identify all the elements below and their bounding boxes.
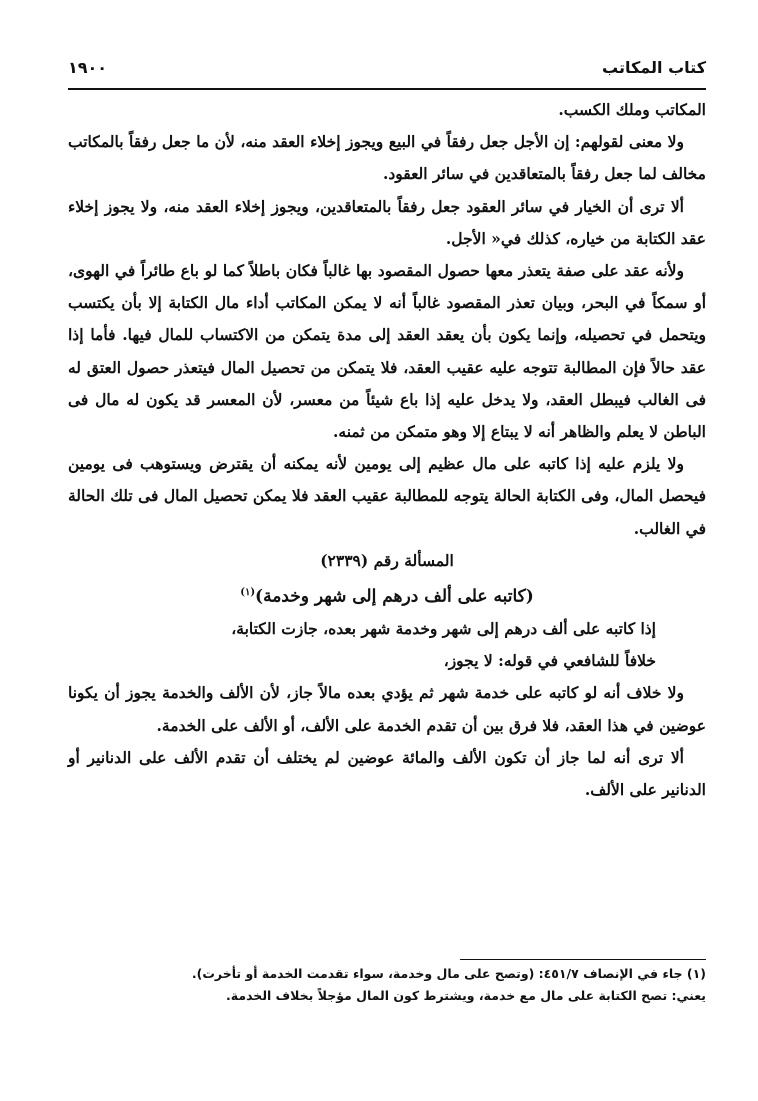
paragraph: ولا خلاف أنه لو كاتبه على خدمة شهر ثم يؤدي بعده مالاً جاز، لأن الألف والخدمة يجوز أن يكونا عوضين في هذا العقد، فلا فرق بين أن تقدم الخدمة على الألف، أو الألف على الخدمة. [68,683,706,735]
footnotes [68,963,706,1007]
footnote-rule [460,959,706,960]
paragraph: ألا ترى أنه لما جاز أن تكون الألف والمائة عوضين لم يختلف أن تقدم الألف على الدنانير أو الدنانير على الألف. [68,747,706,799]
running-header [68,58,706,88]
footnote: (١) جاء في الإنصاف ٤٥١/٧: (وتصح على مال وخدمة، سواء تقدمت الخدمة أو تأخرت). [191,966,706,981]
issue-subtitle [68,577,706,613]
paragraph: ولا معنى لقولهم: إن الأجل جعل رفقاً في البيع ويجوز إخلاء العقد منه، لأن ما جعل رفقاً بالمكاتب مخالف لما جعل رفقاً بالمتعاقدين في سائر العقود. [68,132,706,184]
paragraph: خلافاً للشافعي في قوله: لا يجوز، [443,651,656,671]
main-text [68,94,706,806]
header-rule [68,88,706,90]
paragraph: المكاتب وملك الكسب. [558,100,706,119]
issue-subtitle-text: (كاتبه على ألف درهم إلى شهر وخدمة) [255,586,534,607]
footnote-marker: (١) [240,587,256,599]
issue-title: المسألة رقم (٢٣٣٩) [320,550,454,570]
footnote: يعني: تصح الكتابة على مال مع خدمة، ويشترط كون المال مؤجلاً بخلاف الخدمة. [226,988,706,1003]
page-number: ١٩٠٠ [68,58,108,77]
paragraph: إذا كاتبه على ألف درهم إلى شهر وخدمة شهر بعده، جازت الكتابة، [231,618,656,638]
paragraph: ألا ترى أن الخيار في سائر العقود جعل رفقاً بالمتعاقدين، ويجوز إخلاء العقد منه، ولا يجوز إخلاء عقد الكتابة من خياره، كذلك في« الأجل. [68,196,706,248]
paragraph: ولا يلزم عليه إذا كاتبه على مال عظيم إلى يومين لأنه يمكنه أن يقترض ويستوهب فى يومين فيحصل المال، وفى الكتابة الحالة يتوجه للمطالبة عقيب العقد فلا يمكن تحصيل المال فى تلك الحالة في الغالب. [68,454,706,538]
paragraph: ولأنه عقد على صفة يتعذر معها حصول المقصود بها غالباً فكان باطلاً كما لو باع طائراً في الهوى، أو سمكاً في البحر، وبيان تعذر المقصود غالباً أنه لا يمكن المكاتب أداء مال الكتابة إلا بأن يكتسب ويتحمل في تحصيله، وإنما يكون بأن يعقد العقد إلى مدة يتمكن من الاكتساب للمال فيها. فأما إذا عقد حالاً فإن المطالبة تتوجه عليه عقيب العقد، فلا يتمكن من تحصيل المال فيتعذر حصول العتق له فى الغالب فيبطل العقد، ولا يدخل عليه إذا باع شيئاً من معسر، لأن المعسر قد يكون له مال فى الباطن لا يعلم والظاهر أنه لا يبتاع إلا وهو متمكن من ثمنه. [68,261,706,442]
header-title: كتاب المكاتب [602,58,706,77]
